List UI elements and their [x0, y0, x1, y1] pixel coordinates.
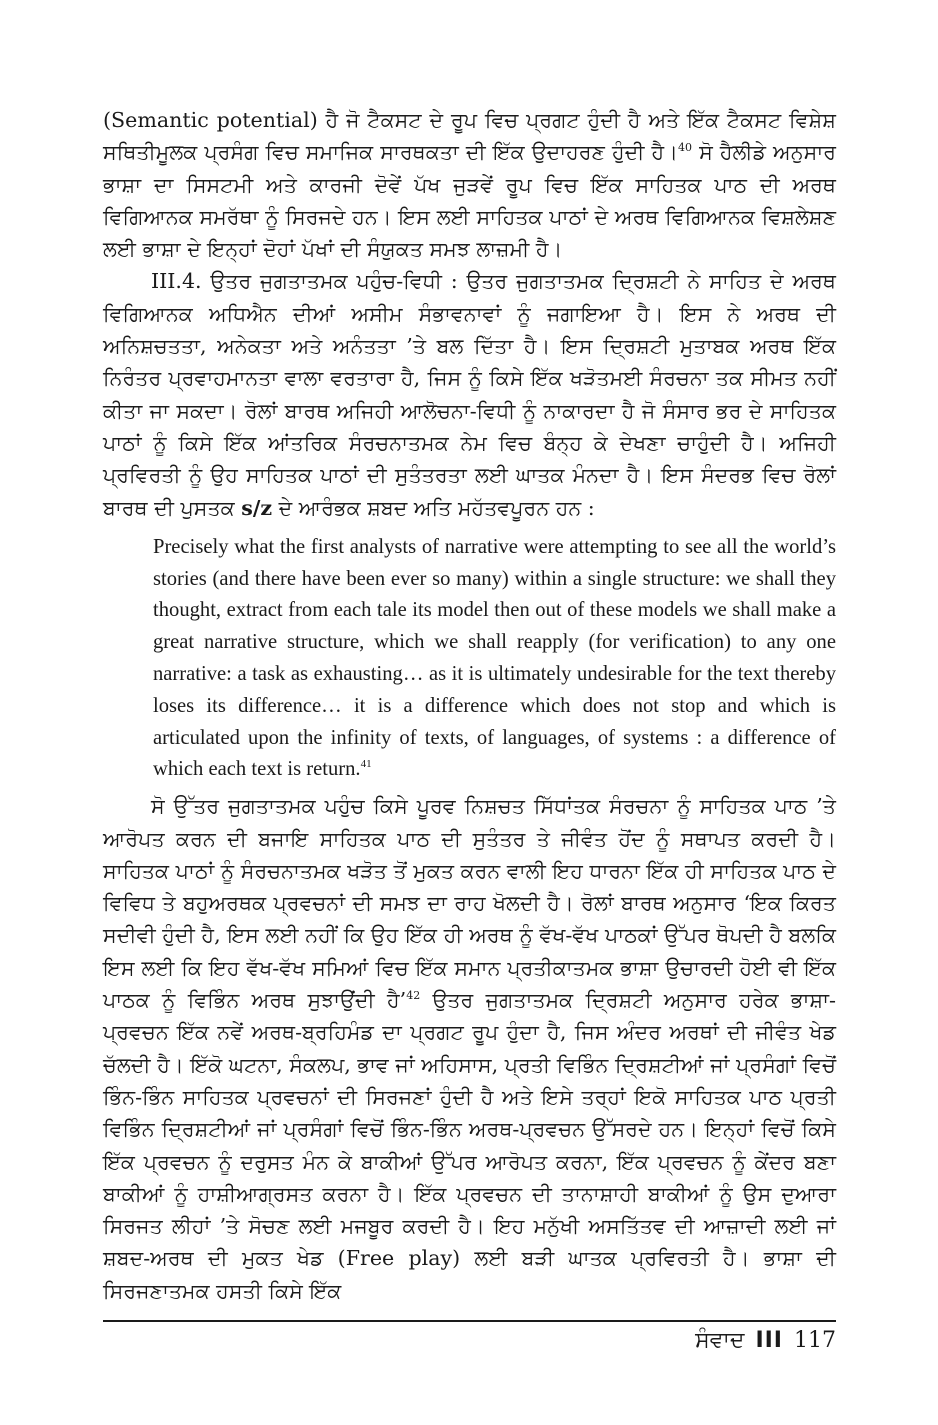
- block-quote: [153, 532, 836, 786]
- paragraph-2-text: III.4. ਉਤਰ ਜੁਗਤਾਤਮਕ ਪਹੁੰਚ-ਵਿਧੀ : ਉਤਰ ਜੁਗਤਾਤਮਕ ਦ੍ਰਿਸ਼ਟੀ ਨੇ ਸਾਹਿਤ ਦੇ ਅਰਥ ਵਿਗਿਆਨਕ ਅਧਿਐਨ ਦੀਆਂ ਅਸੀਮ ਸੰਭਾਵਨਾਵਾਂ ਨੂੰ ਜਗਾਇਆ ਹੈ। ਇਸ ਨੇ ਅਰਥ ਦੀ ਅਨਿਸ਼ਚਤਤਾ, ਅਨੇਕਤਾ ਅਤੇ ਅਨੰਤਤਾ ’ਤੇ ਬਲ ਦਿੱਤਾ ਹੈ। ਇਸ ਦ੍ਰਿਸ਼ਟੀ ਮੁਤਾਬਕ ਅਰਥ ਇੱਕ ਨਿਰੰਤਰ ਪ੍ਰਵਾਹਮਾਨਤਾ ਵਾਲਾ ਵਰਤਾਰਾ ਹੈ, ਜਿਸ ਨੂੰ ਕਿਸੇ ਇੱਕ ਖੜੋਤਮਈ ਸੰਰਚਨਾ ਤਕ ਸੀਮਤ ਨਹੀਂ ਕੀਤਾ ਜਾ ਸਕਦਾ। ਰੋਲਾਂ ਬਾਰਥ ਅਜਿਹੀ ਆਲੋਚਨਾ-ਵਿਧੀ ਨੂੰ ਨਾਕਾਰਦਾ ਹੈ ਜੋ ਸੰਸਾਰ ਭਰ ਦੇ ਸਾਹਿਤਕ ਪਾਠਾਂ ਨੂੰ ਕਿਸੇ ਇੱਕ ਆਂਤਰਿਕ ਸੰਰਚਨਾਤਮਕ ਨੇਮ ਵਿਚ ਬੰਨ੍ਹ ਕੇ ਦੇਖਣਾ ਚਾਹੁੰਦੀ ਹੈ। ਅਜਿਹੀ ਪ੍ਰਵਿਰਤੀ ਨੂੰ ਉਹ ਸਾਹਿਤਕ ਪਾਠਾਂ ਦੀ ਸੁਤੰਤਰਤਾ ਲਈ ਘਾਤਕ ਮੰਨਦਾ ਹੈ। ਇਸ ਸੰਦਰਭ ਵਿਚ ਰੋਲਾਂ ਬਾਰਥ ਦੀ ਪੁਸਤਕ: [103, 269, 836, 520]
- paragraph-3-rest: ਉਤਰ ਜੁਗਤਾਤਮਕ ਦ੍ਰਿਸ਼ਟੀ ਅਨੁਸਾਰ ਹਰੇਕ ਭਾਸ਼ਾ-ਪ੍ਰਵਚਨ ਇੱਕ ਨਵੇਂ ਅਰਥ-ਬ੍ਰਹਿਮੰਡ ਦਾ ਪ੍ਰਗਟ ਰੂਪ ਹੁੰਦਾ ਹੈ, ਜਿਸ ਅੰਦਰ ਅਰਥਾਂ ਦੀ ਜੀਵੰਤ ਖੇਡ ਚੱਲਦੀ ਹੈ। ਇੱਕੋ ਘਟਨਾ, ਸੰਕਲਪ, ਭਾਵ ਜਾਂ ਅਹਿਸਾਸ, ਪ੍ਰਤੀ ਵਿਭਿੰਨ ਦ੍ਰਿਸ਼ਟੀਆਂ ਜਾਂ ਪ੍ਰਸੰਗਾਂ ਵਿਚੋਂ ਭਿੰਨ-ਭਿੰਨ ਸਾਹਿਤਕ ਪ੍ਰਵਚਨਾਂ ਦੀ ਸਿਰਜਣਾਂ ਹੁੰਦੀ ਹੈ ਅਤੇ ਇਸੇ ਤਰ੍ਹਾਂ ਇਕੋ ਸਾਹਿਤਕ ਪਾਠ ਪ੍ਰਤੀ ਵਿਭਿੰਨ ਦ੍ਰਿਸ਼ਟੀਆਂ ਜਾਂ ਪ੍ਰਸੰਗਾਂ ਵਿਚੋਂ ਭਿੰਨ-ਭਿੰਨ ਅਰਥ-ਪ੍ਰਵਚਨ ਉੱਸਰਦੇ ਹਨ। ਇਨ੍ਹਾਂ ਵਿਚੋਂ ਕਿਸੇ ਇੱਕ ਪ੍ਰਵਚਨ ਨੂੰ ਦਰੁਸਤ ਮੰਨ ਕੇ ਬਾਕੀਆਂ ਉੱਪਰ ਆਰੋਪਤ ਕਰਨਾ, ਇੱਕ ਪ੍ਰਵਚਨ ਨੂੰ ਕੇਂਦਰ ਬਣਾ ਬਾਕੀਆਂ ਨੂੰ ਹਾਸ਼ੀਆਗ੍ਰਸਤ ਕਰਨਾ ਹੈ। ਇੱਕ ਪ੍ਰਵਚਨ ਦੀ ਤਾਨਾਸ਼ਾਹੀ ਬਾਕੀਆਂ ਨੂੰ ਉਸ ਦੁਆਰਾ ਸਿਰਜਤ ਲੀਹਾਂ ’ਤੇ ਸੋਚਣ ਲਈ ਮਜਬੂਰ ਕਰਦੀ ਹੈ। ਇਹ ਮਨੁੱਖੀ ਅਸਤਿੱਤਵ ਦੀ ਆਜ਼ਾਦੀ ਲਈ ਜਾਂ ਸ਼ਬਦ-ਅਰਥ ਦੀ ਮੁਕਤ ਖੇਡ (Free play) ਲਈ ਬੜੀ ਘਾਤਕ ਪ੍ਰਵਿਰਤੀ ਹੈ। ਭਾਸ਼ਾ ਦੀ ਸਿਰਜਣਾਤਮਕ ਹਸਤੀ ਕਿਸੇ ਇੱਕ: [103, 988, 836, 1303]
- footer-separator: III: [755, 1328, 783, 1353]
- block-quote-text: Precisely what the first analysts of narrative were attempting to see all the world’s stories (and there have been ever so many) within a single structure: we shall they thought, extract from each tale its model then out of these models we shall make a great narrative structure, which we shall reapply (for verification) to any one narrative: a task as exhausting… as it is ultimately undesirable for the text thereby loses its difference… it is a difference which does not stop and which is articulated upon the infinity of texts, of languages, of systems : a difference of which each text is return.: [153, 535, 836, 781]
- paragraph-1-rest: ਸੋ ਹੈਲੀਡੇ ਅਨੁਸਾਰ ਭਾਸ਼ਾ ਦਾ ਸਿਸਟਮੀ ਅਤੇ ਕਾਰਜੀ ਦੋਵੇਂ ਪੱਖ ਜੁੜਵੇਂ ਰੂਪ ਵਿਚ ਇੱਕ ਸਾਹਿਤਕ ਪਾਠ ਦੀ ਅਰਥ ਵਿਗਿਆਨਕ ਸਮਰੱਥਾ ਨੂੰ ਸਿਰਜਦੇ ਹਨ। ਇਸ ਲਈ ਸਾਹਿਤਕ ਪਾਠਾਂ ਦੇ ਅਰਥ ਵਿਗਿਆਨਕ ਵਿਸ਼ਲੇਸ਼ਣ ਲਈ ਭਾਸ਼ਾ ਦੇ ਇਨ੍ਹਾਂ ਦੋਹਾਂ ਪੱਖਾਂ ਦੀ ਸੰਯੁਕਤ ਸਮਝ ਲਾਜ਼ਮੀ ਹੈ।: [103, 140, 837, 262]
- page-body: [103, 104, 836, 1307]
- journal-name: ਸੰਵਾਦ: [695, 1328, 745, 1353]
- paragraph-2-rest: ਦੇ ਆਰੰਭਕ ਸ਼ਬਦ ਅਤਿ ਮਹੱਤਵਪੂਰਨ ਹਨ :: [272, 495, 595, 520]
- paragraph-2: [103, 265, 836, 523]
- page-number: 117: [794, 1328, 836, 1353]
- footer-rule: [103, 1320, 836, 1322]
- page-footer: [695, 1328, 836, 1353]
- paragraph-3: [103, 790, 836, 1307]
- paragraph-1: [103, 104, 836, 265]
- footnote-ref-40: 40: [678, 141, 693, 155]
- paragraph-1-text: (Semantic potential) ਹੈ ਜੋ ਟੈਕਸਟ ਦੇ ਰੂਪ ਵਿਚ ਪ੍ਰਗਟ ਹੁੰਦੀ ਹੈ ਅਤੇ ਇੱਕ ਟੈਕਸਟ ਵਿਸ਼ੇਸ਼ ਸਥਿਤੀਮੂਲਕ ਪ੍ਰਸੰਗ ਵਿਚ ਸਮਾਜਿਕ ਸਾਰਥਕਤਾ ਦੀ ਇੱਕ ਉਦਾਹਰਣ ਹੁੰਦੀ ਹੈ।: [103, 108, 836, 165]
- paragraph-3-text: ਸੋ ਉੱਤਰ ਜੁਗਤਾਤਮਕ ਪਹੁੰਚ ਕਿਸੇ ਪੂਰਵ ਨਿਸ਼ਚਤ ਸਿੱਧਾਂਤਕ ਸੰਰਚਨਾ ਨੂੰ ਸਾਹਿਤਕ ਪਾਠ ’ਤੇ ਆਰੋਪਤ ਕਰਨ ਦੀ ਬਜਾਇ ਸਾਹਿਤਕ ਪਾਠ ਦੀ ਸੁਤੰਤਰ ਤੇ ਜੀਵੰਤ ਹੋਂਦ ਨੂੰ ਸਥਾਪਤ ਕਰਦੀ ਹੈ। ਸਾਹਿਤਕ ਪਾਠਾਂ ਨੂੰ ਸੰਰਚਨਾਤਮਕ ਖੜੋਤ ਤੋਂ ਮੁਕਤ ਕਰਨ ਵਾਲੀ ਇਹ ਧਾਰਨਾ ਇੱਕ ਹੀ ਸਾਹਿਤਕ ਪਾਠ ਦੇ ਵਿਵਿਧ ਤੇ ਬਹੁਅਰਥਕ ਪ੍ਰਵਚਨਾਂ ਦੀ ਸਮਝ ਦਾ ਰਾਹ ਖੋਲਦੀ ਹੈ। ਰੋਲਾਂ ਬਾਰਥ ਅਨੁਸਾਰ ‘ਇਕ ਕਿਰਤ ਸਦੀਵੀ ਹੁੰਦੀ ਹੈ, ਇਸ ਲਈ ਨਹੀਂ ਕਿ ਉਹ ਇੱਕ ਹੀ ਅਰਥ ਨੂੰ ਵੱਖ-ਵੱਖ ਪਾਠਕਾਂ ਉੱਪਰ ਥੋਪਦੀ ਹੈ ਬਲਕਿ ਇਸ ਲਈ ਕਿ ਇਹ ਵੱਖ-ਵੱਖ ਸਮਿਆਂ ਵਿਚ ਇੱਕ ਸਮਾਨ ਪ੍ਰਤੀਕਾਤਮਕ ਭਾਸ਼ਾ ਉਚਾਰਦੀ ਹੋਈ ਵੀ ਇੱਕ ਪਾਠਕ ਨੂੰ ਵਿਭਿੰਨ ਅਰਥ ਸੁਝਾਉਂਦੀ ਹੈ’: [103, 794, 836, 1013]
- footnote-ref-41: 41: [360, 758, 372, 771]
- footnote-ref-42: 42: [406, 989, 421, 1003]
- book-title: s/z: [241, 495, 273, 520]
